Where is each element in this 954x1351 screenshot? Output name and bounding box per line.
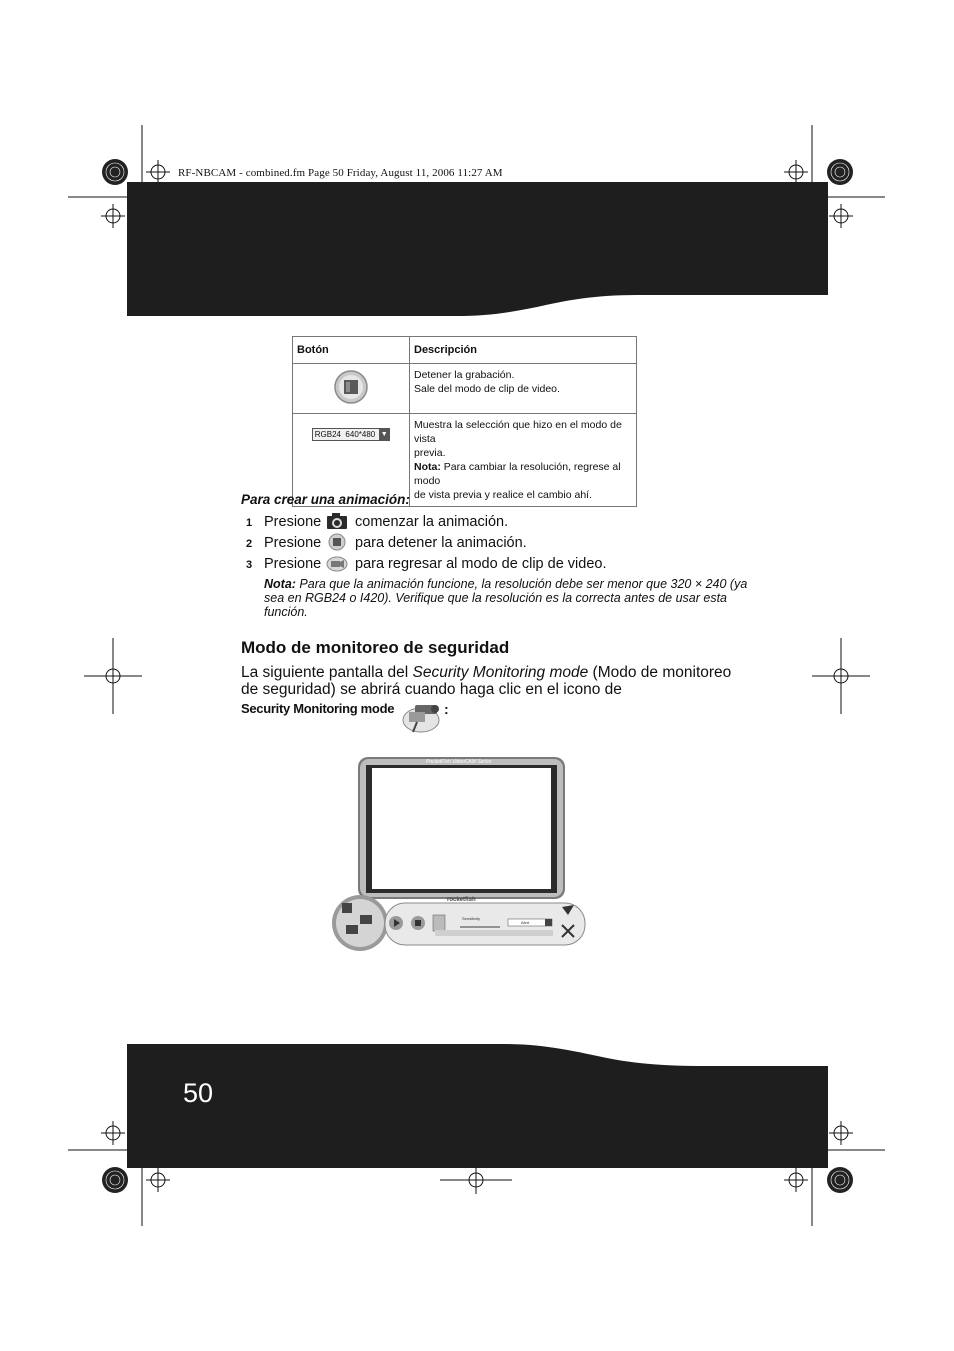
stop-icon <box>326 533 348 551</box>
note-label: Nota: <box>264 577 296 591</box>
step-text: para regresar al modo de clip de video. <box>355 556 607 572</box>
list-item <box>246 514 509 530</box>
paragraph-text: La siguiente pantalla del <box>241 664 413 681</box>
header-band <box>127 182 828 316</box>
app-title: PocketFish VideoCAM Series <box>426 759 492 765</box>
note-text: Para que la animación funcione, la resolución debe ser menor que 320 × 240 (ya sea en RGB24 o I420). Verifique que la resolución es la correcta antes de usar esta función. <box>264 577 748 619</box>
section-heading: Modo de monitoreo de seguridad <box>241 638 510 657</box>
chevron-down-icon: ▼ <box>380 431 388 438</box>
mode-select-value: Alert <box>521 920 530 925</box>
sensitivity-label: Sensitivity <box>462 916 481 921</box>
footer-band <box>127 1044 828 1168</box>
step-number: 3 <box>246 559 253 571</box>
security-monitoring-window <box>330 755 590 953</box>
table-row <box>293 364 637 414</box>
column-header-button: Botón <box>293 337 410 364</box>
animation-note <box>264 577 754 619</box>
step-text: comenzar la animación. <box>355 514 509 530</box>
step-number: 2 <box>246 538 253 550</box>
step-word: Presione <box>264 514 322 530</box>
paragraph-italic: Security Monitoring mode <box>412 664 589 681</box>
list-item <box>246 556 607 572</box>
animation-subtitle: Para crear una animación: <box>241 492 410 507</box>
note-text: Para cambiar la resolución, regrese al modo <box>414 461 621 487</box>
description-text: Sale del modo de clip de video. <box>414 383 560 395</box>
step-text: para detener la animación. <box>355 535 527 551</box>
description-text: previa. <box>414 447 446 459</box>
step-word: Presione <box>264 535 322 551</box>
resolution-dropdown <box>312 428 391 441</box>
description-text: Muestra la selección que hizo en el modo de vista <box>414 419 622 445</box>
section-paragraph <box>241 664 741 698</box>
button-table <box>292 336 637 507</box>
stop-button-icon <box>333 369 369 405</box>
app-brand-logo: rocketfish <box>447 897 476 903</box>
file-info-line: RF-NBCAM - combined.fm Page 50 Friday, August 11, 2006 11:27 AM <box>178 167 503 179</box>
paragraph-text: (Modo de monitoreo de seguridad) se abrirá cuando haga clic en el icono de <box>241 664 732 698</box>
table-header-row <box>293 337 637 364</box>
video-clip-icon <box>326 554 348 572</box>
security-mode-colon: : <box>444 701 449 717</box>
step-word: Presione <box>264 556 322 572</box>
list-item <box>246 535 527 551</box>
column-header-description: Descripción <box>410 337 637 364</box>
camera-icon <box>326 512 348 530</box>
description-text: Detener la grabación. <box>414 369 515 381</box>
page-number: 50 <box>183 1078 214 1108</box>
security-monitoring-icon <box>401 700 445 734</box>
security-mode-label: Security Monitoring mode <box>241 701 395 716</box>
step-number: 1 <box>246 517 253 529</box>
note-text: de vista previa y realice el cambio ahí. <box>414 489 593 501</box>
resolution-value: RGB24 640*480 <box>314 430 376 439</box>
note-label: Nota: <box>414 461 441 473</box>
